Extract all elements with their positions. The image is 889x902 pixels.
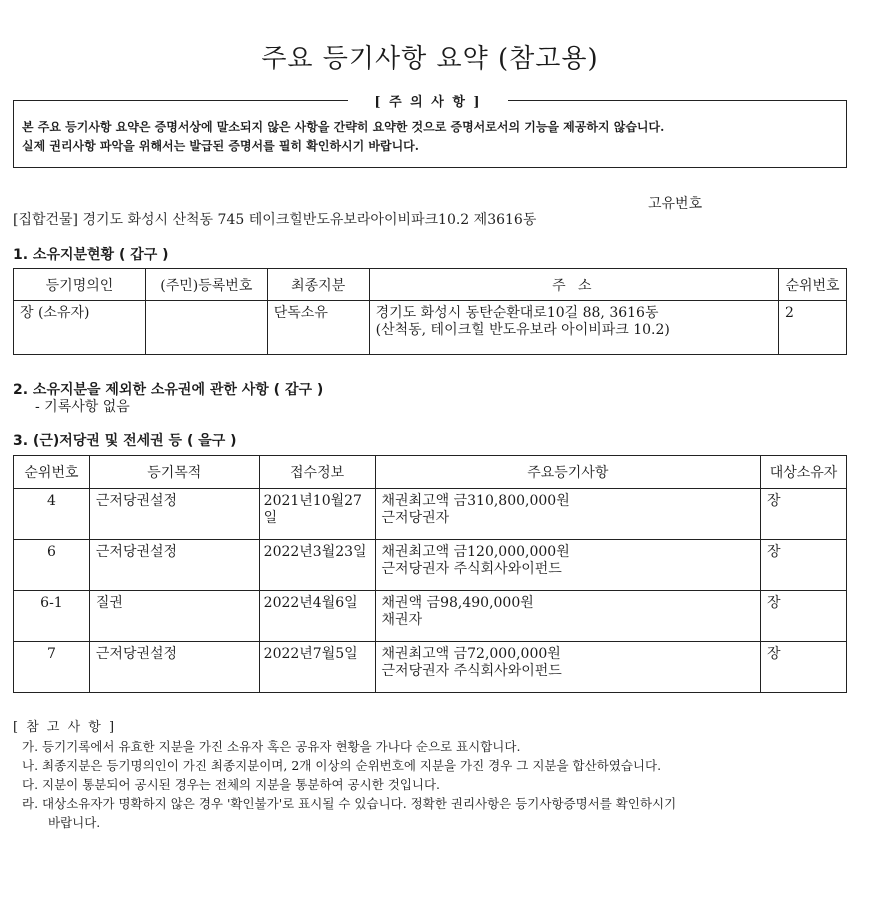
notice-line-1: 본 주요 등기사항 요약은 증명서상에 말소되지 않은 사항을 간략히 요약한 것으로 증명서로서의 기능을 제공하지 않습니다.: [22, 120, 665, 134]
target-owner: 장: [761, 591, 847, 642]
target-owner: 장: [761, 489, 847, 540]
col-header-rank: 순위번호: [779, 269, 847, 301]
reference-item: 나. 최종지분은 등기명의인이 가진 최종지분이며, 2개 이상의 순위번호에 지분을 가진 경우 그 지분을 합산하였습니다.: [22, 758, 662, 773]
mortgage-table: [13, 455, 847, 693]
target-owner: 장: [761, 540, 847, 591]
table-row: [14, 301, 847, 355]
col-header-address: 주 소: [369, 269, 778, 301]
receipt-date: 2022년4월6일: [259, 591, 375, 642]
purpose: 질권: [89, 591, 259, 642]
reference-list: [22, 737, 862, 832]
col-header-id: (주민)등록번호: [145, 269, 267, 301]
notice-label: [ 주 의 사 항 ]: [348, 91, 508, 110]
reference-item: 라. 대상소유자가 명확하지 않은 경우 '확인불가'로 표시될 수 있습니다. 정확한 권리사항은 등기사항증명서를 확인하시기: [22, 796, 677, 811]
rank: 6-1: [14, 591, 90, 642]
col-header-share: 최종지분: [267, 269, 369, 301]
reference-heading: [ 참 고 사 항 ]: [13, 720, 117, 735]
details-line1: 채권최고액 금72,000,000원: [381, 646, 561, 662]
page-title: 주요 등기사항 요약 (참고용): [261, 44, 599, 74]
details-line2: 근저당권자: [381, 510, 450, 526]
details: [375, 489, 761, 540]
section2-note: - 기록사항 없음: [35, 399, 130, 415]
col-header-owner: 대상소유자: [761, 456, 847, 489]
table-row: [14, 591, 847, 642]
purpose: 근저당권설정: [89, 642, 259, 693]
col-header-purpose: 등기목적: [89, 456, 259, 489]
receipt-date: 2021년10월27일: [259, 489, 375, 540]
receipt-date: 2022년7월5일: [259, 642, 375, 693]
rank: 7: [14, 642, 90, 693]
col-header-name: 등기명의인: [14, 269, 146, 301]
target-owner: 장: [761, 642, 847, 693]
details-line2: 채권자: [381, 612, 423, 628]
col-header-rank: 순위번호: [14, 456, 90, 489]
unique-number-label: 고유번호: [648, 196, 703, 212]
section1-heading: 1. 소유지분현황 ( 갑구 ): [13, 247, 169, 263]
owner-address: [369, 301, 778, 355]
table-row: [14, 642, 847, 693]
details-line1: 채권최고액 금120,000,000원: [381, 544, 570, 560]
col-header-receipt: 접수정보: [259, 456, 375, 489]
owner-address-line1: 경기도 화성시 동탄순환대로10길 88, 3616동: [375, 305, 659, 321]
owner-share: 단독소유: [267, 301, 369, 355]
owner-id: [145, 301, 267, 355]
section2-heading: 2. 소유지분을 제외한 소유권에 관한 사항 ( 갑구 ): [13, 382, 324, 398]
owner-rank: 2: [779, 301, 847, 355]
rank: 4: [14, 489, 90, 540]
details: [375, 642, 761, 693]
details: [375, 591, 761, 642]
notice-line-2: 실제 권리사항 파악을 위해서는 발급된 증명서를 필히 확인하시기 바랍니다.: [22, 139, 419, 153]
rank: 6: [14, 540, 90, 591]
purpose: 근저당권설정: [89, 489, 259, 540]
details-line1: 채권최고액 금310,800,000원: [381, 493, 570, 509]
ownership-table: [13, 268, 847, 355]
property-address: [집합건물] 경기도 화성시 산척동 745 테이크힐반도유보라아이비파크10.2 제3616동: [13, 212, 537, 228]
table-row: [14, 540, 847, 591]
table-row: [14, 489, 847, 540]
section3-heading: 3. (근)저당권 및 전세권 등 ( 을구 ): [13, 433, 237, 449]
receipt-date: 2022년3월23일: [259, 540, 375, 591]
col-header-details: 주요등기사항: [375, 456, 761, 489]
details-line1: 채권액 금98,490,000원: [381, 595, 534, 611]
reference-item: 다. 지분이 통분되어 공시된 경우는 전체의 지분을 통분하여 공시한 것입니다.: [22, 777, 441, 792]
owner-address-line2: (산척동, 테이크힐 반도유보라 아이비파크 10.2): [375, 322, 670, 338]
details-line2: 근저당권자 주식회사와이펀드: [381, 561, 562, 577]
owner-name: 장 (소유자): [14, 301, 146, 355]
purpose: 근저당권설정: [89, 540, 259, 591]
reference-item: 가. 등기기록에서 유효한 지분을 가진 소유자 혹은 공유자 현황을 가나다 순으로 표시합니다.: [22, 739, 521, 754]
notice-text: [22, 118, 842, 156]
details: [375, 540, 761, 591]
details-line2: 근저당권자 주식회사와이펀드: [381, 663, 562, 679]
reference-item: 바랍니다.: [48, 815, 101, 830]
